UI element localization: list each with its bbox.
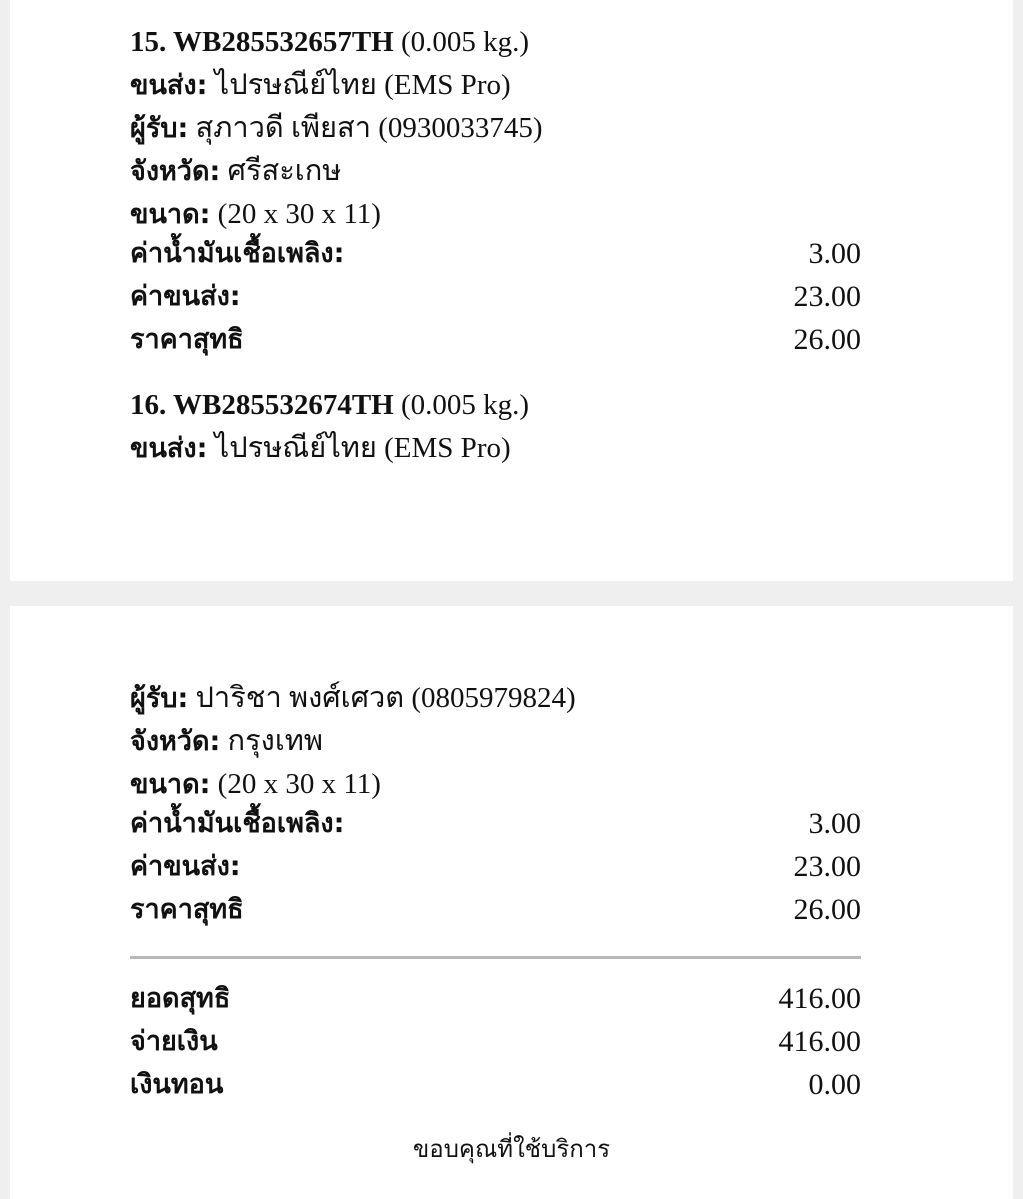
item15-carrier-line: [130, 65, 870, 105]
item16-carrier: ไปรษณีย์ไทย (EMS Pro): [214, 432, 511, 464]
item15-size-line: [130, 194, 870, 234]
fuel-label: ค่าน้ำมันเชื้อเพลิง:: [130, 238, 345, 269]
item15-province: ศรีสะเกษ: [227, 155, 342, 187]
item15-shipping-row: [130, 276, 861, 318]
net-price-label: ราคาสุทธิ: [130, 324, 244, 355]
fuel-label: ค่าน้ำมันเชื้อเพลิง:: [130, 808, 345, 839]
item15-net-row: [130, 319, 861, 361]
item15-province-line: [130, 151, 870, 191]
item16-net-amount: 26.00: [793, 893, 861, 926]
item15-tracking-number: 15. WB285532657TH: [130, 26, 394, 58]
recipient-label: ผู้รับ:: [130, 683, 189, 714]
carrier-label: ขนส่ง:: [130, 70, 208, 101]
item15-fuel-amount: 3.00: [808, 237, 861, 270]
net-total-label: ยอดสุทธิ: [130, 983, 231, 1014]
shipping-label: ค่าขนส่ง:: [130, 851, 241, 882]
item15-recipient: สุภาวดี เพียสา (0930033745): [195, 112, 543, 144]
item15-header: [130, 22, 870, 62]
item16-recipient-line: [130, 678, 870, 718]
item16-tracking-number: 16. WB285532674TH: [130, 389, 394, 421]
province-label: จังหวัด:: [130, 726, 221, 757]
paid-label: จ่ายเงิน: [130, 1026, 218, 1057]
item16-fuel-amount: 3.00: [808, 807, 861, 840]
carrier-label: ขนส่ง:: [130, 433, 208, 464]
item15-shipping-amount: 23.00: [793, 280, 861, 313]
net-total-row: [130, 978, 861, 1020]
item16-net-row: [130, 889, 861, 931]
paid-row: [130, 1021, 861, 1063]
item16-carrier-line: [130, 428, 870, 468]
net-price-label: ราคาสุทธิ: [130, 894, 244, 925]
change-label: เงินทอน: [130, 1069, 224, 1100]
item16-province: กรุงเทพ: [227, 725, 323, 757]
item15-weight: (0.005 kg.): [400, 26, 530, 58]
recipient-label: ผู้รับ:: [130, 113, 189, 144]
totals-divider: [130, 956, 861, 959]
item16-fuel-row: [130, 803, 861, 845]
item16-shipping-row: [130, 846, 861, 888]
receipt-page-bottom: [10, 606, 1013, 1199]
size-label: ขนาด:: [130, 199, 211, 230]
item16-size-line: [130, 764, 870, 804]
change-row: [130, 1064, 861, 1106]
receipt-page-top: [10, 0, 1013, 581]
thank-you-message: ขอบคุณที่ใช้บริการ: [412, 1135, 611, 1163]
item15-carrier: ไปรษณีย์ไทย (EMS Pro): [214, 69, 511, 101]
item15-recipient-line: [130, 108, 870, 148]
province-label: จังหวัด:: [130, 156, 221, 187]
item16-header: [130, 385, 870, 425]
net-total-amount: 416.00: [778, 982, 861, 1015]
size-label: ขนาด:: [130, 769, 211, 800]
item16-shipping-amount: 23.00: [793, 850, 861, 883]
item15-size: (20 x 30 x 11): [217, 198, 381, 230]
item15-net-amount: 26.00: [793, 323, 861, 356]
item16-province-line: [130, 721, 870, 761]
change-amount: 0.00: [808, 1068, 861, 1101]
shipping-label: ค่าขนส่ง:: [130, 281, 241, 312]
item15-fuel-row: [130, 233, 861, 275]
paid-amount: 416.00: [778, 1025, 861, 1058]
item16-recipient: ปาริชา พงศ์เศวต (0805979824): [195, 682, 576, 714]
item16-weight: (0.005 kg.): [400, 389, 530, 421]
item16-size: (20 x 30 x 11): [217, 768, 381, 800]
